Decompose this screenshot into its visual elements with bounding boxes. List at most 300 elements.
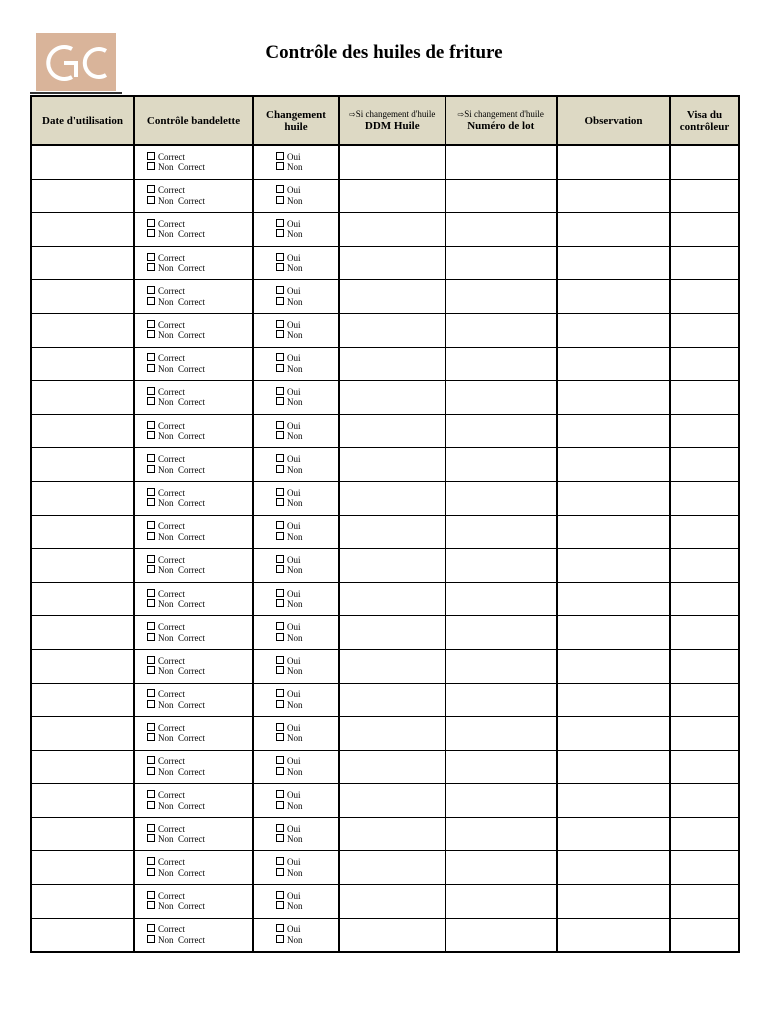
option-non[interactable]: Non <box>276 733 338 744</box>
option-oui[interactable]: Oui <box>276 488 338 499</box>
cell-visa[interactable] <box>670 246 739 280</box>
option-correct[interactable]: Correct <box>147 656 252 667</box>
cell-date[interactable] <box>31 582 134 616</box>
cell-ddm[interactable] <box>339 414 445 448</box>
cell-lot[interactable] <box>445 481 557 515</box>
option-correct[interactable]: Correct <box>147 152 252 163</box>
cell-visa[interactable] <box>670 649 739 683</box>
checkbox-icon[interactable] <box>276 891 284 899</box>
option-non[interactable]: Non <box>276 498 338 509</box>
option-non[interactable]: Non <box>276 229 338 240</box>
cell-ddm[interactable] <box>339 649 445 683</box>
checkbox-icon[interactable] <box>147 633 155 641</box>
cell-date[interactable] <box>31 347 134 381</box>
checkbox-icon[interactable] <box>147 152 155 160</box>
option-non-correct[interactable]: Non Correct <box>147 196 252 207</box>
cell-lot[interactable] <box>445 347 557 381</box>
option-correct[interactable]: Correct <box>147 555 252 566</box>
option-non-correct[interactable]: Non Correct <box>147 666 252 677</box>
cell-date[interactable] <box>31 145 134 179</box>
checkbox-icon[interactable] <box>276 767 284 775</box>
cell-ddm[interactable] <box>339 213 445 247</box>
cell-date[interactable] <box>31 515 134 549</box>
option-correct[interactable]: Correct <box>147 219 252 230</box>
checkbox-icon[interactable] <box>147 868 155 876</box>
checkbox-icon[interactable] <box>147 801 155 809</box>
cell-ddm[interactable] <box>339 280 445 314</box>
checkbox-icon[interactable] <box>276 521 284 529</box>
cell-visa[interactable] <box>670 381 739 415</box>
option-non-correct[interactable]: Non Correct <box>147 263 252 274</box>
cell-ddm[interactable] <box>339 817 445 851</box>
cell-date[interactable] <box>31 280 134 314</box>
checkbox-icon[interactable] <box>276 488 284 496</box>
option-non-correct[interactable]: Non Correct <box>147 162 252 173</box>
cell-lot[interactable] <box>445 145 557 179</box>
checkbox-icon[interactable] <box>276 689 284 697</box>
option-oui[interactable]: Oui <box>276 454 338 465</box>
checkbox-icon[interactable] <box>147 891 155 899</box>
checkbox-icon[interactable] <box>147 364 155 372</box>
option-oui[interactable]: Oui <box>276 387 338 398</box>
option-correct[interactable]: Correct <box>147 622 252 633</box>
cell-ddm[interactable] <box>339 750 445 784</box>
option-non-correct[interactable]: Non Correct <box>147 801 252 812</box>
cell-observation[interactable] <box>557 817 670 851</box>
checkbox-icon[interactable] <box>276 834 284 842</box>
cell-ddm[interactable] <box>339 179 445 213</box>
checkbox-icon[interactable] <box>276 364 284 372</box>
option-correct[interactable]: Correct <box>147 353 252 364</box>
cell-ddm[interactable] <box>339 313 445 347</box>
cell-observation[interactable] <box>557 784 670 818</box>
option-oui[interactable]: Oui <box>276 185 338 196</box>
option-correct[interactable]: Correct <box>147 857 252 868</box>
option-correct[interactable]: Correct <box>147 286 252 297</box>
cell-date[interactable] <box>31 481 134 515</box>
cell-date[interactable] <box>31 414 134 448</box>
checkbox-icon[interactable] <box>276 532 284 540</box>
checkbox-icon[interactable] <box>147 397 155 405</box>
cell-visa[interactable] <box>670 549 739 583</box>
checkbox-icon[interactable] <box>276 330 284 338</box>
option-oui[interactable]: Oui <box>276 790 338 801</box>
checkbox-icon[interactable] <box>276 286 284 294</box>
cell-ddm[interactable] <box>339 549 445 583</box>
option-non-correct[interactable]: Non Correct <box>147 700 252 711</box>
option-non[interactable]: Non <box>276 633 338 644</box>
cell-lot[interactable] <box>445 179 557 213</box>
option-non[interactable]: Non <box>276 330 338 341</box>
option-oui[interactable]: Oui <box>276 421 338 432</box>
option-oui[interactable]: Oui <box>276 656 338 667</box>
option-oui[interactable]: Oui <box>276 689 338 700</box>
option-non[interactable]: Non <box>276 599 338 610</box>
checkbox-icon[interactable] <box>276 633 284 641</box>
cell-visa[interactable] <box>670 885 739 919</box>
checkbox-icon[interactable] <box>276 320 284 328</box>
checkbox-icon[interactable] <box>147 320 155 328</box>
cell-visa[interactable] <box>670 179 739 213</box>
cell-visa[interactable] <box>670 414 739 448</box>
checkbox-icon[interactable] <box>276 297 284 305</box>
cell-observation[interactable] <box>557 179 670 213</box>
checkbox-icon[interactable] <box>276 656 284 664</box>
cell-observation[interactable] <box>557 885 670 919</box>
checkbox-icon[interactable] <box>276 868 284 876</box>
checkbox-icon[interactable] <box>147 935 155 943</box>
cell-observation[interactable] <box>557 649 670 683</box>
checkbox-icon[interactable] <box>276 152 284 160</box>
cell-visa[interactable] <box>670 817 739 851</box>
cell-observation[interactable] <box>557 582 670 616</box>
option-non-correct[interactable]: Non Correct <box>147 397 252 408</box>
option-non[interactable]: Non <box>276 364 338 375</box>
checkbox-icon[interactable] <box>147 431 155 439</box>
cell-observation[interactable] <box>557 515 670 549</box>
option-oui[interactable]: Oui <box>276 891 338 902</box>
checkbox-icon[interactable] <box>147 589 155 597</box>
option-non-correct[interactable]: Non Correct <box>147 868 252 879</box>
cell-ddm[interactable] <box>339 347 445 381</box>
cell-observation[interactable] <box>557 750 670 784</box>
option-non[interactable]: Non <box>276 901 338 912</box>
option-non[interactable]: Non <box>276 196 338 207</box>
cell-ddm[interactable] <box>339 717 445 751</box>
cell-date[interactable] <box>31 885 134 919</box>
cell-observation[interactable] <box>557 145 670 179</box>
checkbox-icon[interactable] <box>147 465 155 473</box>
cell-lot[interactable] <box>445 918 557 952</box>
checkbox-icon[interactable] <box>276 935 284 943</box>
cell-date[interactable] <box>31 918 134 952</box>
cell-lot[interactable] <box>445 649 557 683</box>
option-non-correct[interactable]: Non Correct <box>147 834 252 845</box>
cell-ddm[interactable] <box>339 885 445 919</box>
option-correct[interactable]: Correct <box>147 824 252 835</box>
cell-ddm[interactable] <box>339 448 445 482</box>
cell-visa[interactable] <box>670 851 739 885</box>
checkbox-icon[interactable] <box>276 555 284 563</box>
cell-ddm[interactable] <box>339 683 445 717</box>
checkbox-icon[interactable] <box>276 666 284 674</box>
option-oui[interactable]: Oui <box>276 857 338 868</box>
option-oui[interactable]: Oui <box>276 824 338 835</box>
cell-lot[interactable] <box>445 784 557 818</box>
cell-observation[interactable] <box>557 246 670 280</box>
cell-date[interactable] <box>31 448 134 482</box>
cell-lot[interactable] <box>445 717 557 751</box>
option-correct[interactable]: Correct <box>147 387 252 398</box>
option-non[interactable]: Non <box>276 263 338 274</box>
cell-lot[interactable] <box>445 549 557 583</box>
option-correct[interactable]: Correct <box>147 790 252 801</box>
cell-lot[interactable] <box>445 582 557 616</box>
cell-date[interactable] <box>31 784 134 818</box>
checkbox-icon[interactable] <box>276 824 284 832</box>
cell-ddm[interactable] <box>339 918 445 952</box>
checkbox-icon[interactable] <box>147 565 155 573</box>
checkbox-icon[interactable] <box>147 162 155 170</box>
option-oui[interactable]: Oui <box>276 756 338 767</box>
checkbox-icon[interactable] <box>276 756 284 764</box>
checkbox-icon[interactable] <box>147 901 155 909</box>
checkbox-icon[interactable] <box>147 622 155 630</box>
cell-date[interactable] <box>31 313 134 347</box>
cell-observation[interactable] <box>557 481 670 515</box>
checkbox-icon[interactable] <box>147 824 155 832</box>
option-non[interactable]: Non <box>276 666 338 677</box>
option-correct[interactable]: Correct <box>147 521 252 532</box>
checkbox-icon[interactable] <box>147 733 155 741</box>
checkbox-icon[interactable] <box>276 454 284 462</box>
cell-lot[interactable] <box>445 851 557 885</box>
option-non[interactable]: Non <box>276 565 338 576</box>
option-non-correct[interactable]: Non Correct <box>147 767 252 778</box>
cell-lot[interactable] <box>445 515 557 549</box>
option-non-correct[interactable]: Non Correct <box>147 633 252 644</box>
checkbox-icon[interactable] <box>276 162 284 170</box>
checkbox-icon[interactable] <box>147 666 155 674</box>
cell-lot[interactable] <box>445 817 557 851</box>
cell-date[interactable] <box>31 246 134 280</box>
option-correct[interactable]: Correct <box>147 320 252 331</box>
cell-date[interactable] <box>31 851 134 885</box>
checkbox-icon[interactable] <box>276 219 284 227</box>
option-correct[interactable]: Correct <box>147 454 252 465</box>
checkbox-icon[interactable] <box>147 924 155 932</box>
cell-ddm[interactable] <box>339 616 445 650</box>
checkbox-icon[interactable] <box>147 834 155 842</box>
cell-visa[interactable] <box>670 448 739 482</box>
cell-lot[interactable] <box>445 683 557 717</box>
cell-visa[interactable] <box>670 918 739 952</box>
cell-ddm[interactable] <box>339 145 445 179</box>
checkbox-icon[interactable] <box>276 589 284 597</box>
checkbox-icon[interactable] <box>276 229 284 237</box>
checkbox-icon[interactable] <box>147 555 155 563</box>
checkbox-icon[interactable] <box>276 263 284 271</box>
option-non-correct[interactable]: Non Correct <box>147 733 252 744</box>
checkbox-icon[interactable] <box>147 297 155 305</box>
checkbox-icon[interactable] <box>276 565 284 573</box>
checkbox-icon[interactable] <box>147 387 155 395</box>
option-non[interactable]: Non <box>276 297 338 308</box>
option-non-correct[interactable]: Non Correct <box>147 901 252 912</box>
checkbox-icon[interactable] <box>147 790 155 798</box>
checkbox-icon[interactable] <box>147 689 155 697</box>
option-correct[interactable]: Correct <box>147 723 252 734</box>
cell-ddm[interactable] <box>339 381 445 415</box>
checkbox-icon[interactable] <box>147 532 155 540</box>
cell-date[interactable] <box>31 213 134 247</box>
option-non[interactable]: Non <box>276 431 338 442</box>
cell-observation[interactable] <box>557 414 670 448</box>
cell-visa[interactable] <box>670 582 739 616</box>
checkbox-icon[interactable] <box>147 353 155 361</box>
option-non-correct[interactable]: Non Correct <box>147 297 252 308</box>
option-correct[interactable]: Correct <box>147 924 252 935</box>
checkbox-icon[interactable] <box>276 723 284 731</box>
cell-date[interactable] <box>31 817 134 851</box>
option-non-correct[interactable]: Non Correct <box>147 364 252 375</box>
option-non-correct[interactable]: Non Correct <box>147 935 252 946</box>
option-oui[interactable]: Oui <box>276 622 338 633</box>
checkbox-icon[interactable] <box>276 790 284 798</box>
checkbox-icon[interactable] <box>276 387 284 395</box>
checkbox-icon[interactable] <box>147 488 155 496</box>
cell-visa[interactable] <box>670 313 739 347</box>
checkbox-icon[interactable] <box>147 599 155 607</box>
cell-observation[interactable] <box>557 280 670 314</box>
checkbox-icon[interactable] <box>147 229 155 237</box>
checkbox-icon[interactable] <box>147 185 155 193</box>
option-non-correct[interactable]: Non Correct <box>147 229 252 240</box>
option-oui[interactable]: Oui <box>276 219 338 230</box>
cell-visa[interactable] <box>670 784 739 818</box>
option-oui[interactable]: Oui <box>276 286 338 297</box>
cell-ddm[interactable] <box>339 582 445 616</box>
checkbox-icon[interactable] <box>276 397 284 405</box>
checkbox-icon[interactable] <box>147 196 155 204</box>
cell-visa[interactable] <box>670 750 739 784</box>
checkbox-icon[interactable] <box>276 733 284 741</box>
checkbox-icon[interactable] <box>147 253 155 261</box>
option-correct[interactable]: Correct <box>147 689 252 700</box>
checkbox-icon[interactable] <box>147 454 155 462</box>
checkbox-icon[interactable] <box>276 421 284 429</box>
option-oui[interactable]: Oui <box>276 353 338 364</box>
cell-observation[interactable] <box>557 381 670 415</box>
cell-visa[interactable] <box>670 347 739 381</box>
checkbox-icon[interactable] <box>147 263 155 271</box>
option-oui[interactable]: Oui <box>276 924 338 935</box>
option-oui[interactable]: Oui <box>276 152 338 163</box>
cell-date[interactable] <box>31 750 134 784</box>
checkbox-icon[interactable] <box>276 924 284 932</box>
option-non-correct[interactable]: Non Correct <box>147 498 252 509</box>
checkbox-icon[interactable] <box>147 521 155 529</box>
option-oui[interactable]: Oui <box>276 521 338 532</box>
checkbox-icon[interactable] <box>147 219 155 227</box>
cell-ddm[interactable] <box>339 784 445 818</box>
checkbox-icon[interactable] <box>276 185 284 193</box>
option-oui[interactable]: Oui <box>276 555 338 566</box>
option-correct[interactable]: Correct <box>147 185 252 196</box>
cell-lot[interactable] <box>445 885 557 919</box>
checkbox-icon[interactable] <box>147 656 155 664</box>
cell-lot[interactable] <box>445 414 557 448</box>
option-correct[interactable]: Correct <box>147 756 252 767</box>
cell-date[interactable] <box>31 649 134 683</box>
option-non-correct[interactable]: Non Correct <box>147 565 252 576</box>
cell-lot[interactable] <box>445 381 557 415</box>
cell-visa[interactable] <box>670 717 739 751</box>
cell-observation[interactable] <box>557 448 670 482</box>
cell-observation[interactable] <box>557 549 670 583</box>
option-non-correct[interactable]: Non Correct <box>147 330 252 341</box>
cell-ddm[interactable] <box>339 515 445 549</box>
option-non-correct[interactable]: Non Correct <box>147 599 252 610</box>
checkbox-icon[interactable] <box>276 857 284 865</box>
checkbox-icon[interactable] <box>147 498 155 506</box>
checkbox-icon[interactable] <box>147 767 155 775</box>
cell-date[interactable] <box>31 179 134 213</box>
cell-observation[interactable] <box>557 851 670 885</box>
checkbox-icon[interactable] <box>147 330 155 338</box>
option-non-correct[interactable]: Non Correct <box>147 532 252 543</box>
cell-observation[interactable] <box>557 918 670 952</box>
cell-visa[interactable] <box>670 213 739 247</box>
option-oui[interactable]: Oui <box>276 723 338 734</box>
cell-observation[interactable] <box>557 313 670 347</box>
option-oui[interactable]: Oui <box>276 589 338 600</box>
checkbox-icon[interactable] <box>147 756 155 764</box>
option-correct[interactable]: Correct <box>147 488 252 499</box>
option-correct[interactable]: Correct <box>147 589 252 600</box>
option-non[interactable]: Non <box>276 532 338 543</box>
cell-ddm[interactable] <box>339 851 445 885</box>
option-non[interactable]: Non <box>276 162 338 173</box>
checkbox-icon[interactable] <box>147 857 155 865</box>
cell-observation[interactable] <box>557 717 670 751</box>
cell-observation[interactable] <box>557 213 670 247</box>
cell-lot[interactable] <box>445 246 557 280</box>
checkbox-icon[interactable] <box>276 901 284 909</box>
cell-ddm[interactable] <box>339 246 445 280</box>
checkbox-icon[interactable] <box>276 431 284 439</box>
cell-lot[interactable] <box>445 616 557 650</box>
option-non[interactable]: Non <box>276 767 338 778</box>
option-correct[interactable]: Correct <box>147 891 252 902</box>
option-correct[interactable]: Correct <box>147 421 252 432</box>
checkbox-icon[interactable] <box>276 353 284 361</box>
cell-date[interactable] <box>31 549 134 583</box>
option-non[interactable]: Non <box>276 700 338 711</box>
cell-visa[interactable] <box>670 616 739 650</box>
option-oui[interactable]: Oui <box>276 253 338 264</box>
option-oui[interactable]: Oui <box>276 320 338 331</box>
cell-visa[interactable] <box>670 515 739 549</box>
checkbox-icon[interactable] <box>147 700 155 708</box>
checkbox-icon[interactable] <box>147 421 155 429</box>
cell-visa[interactable] <box>670 683 739 717</box>
option-correct[interactable]: Correct <box>147 253 252 264</box>
option-non[interactable]: Non <box>276 397 338 408</box>
option-non[interactable]: Non <box>276 868 338 879</box>
checkbox-icon[interactable] <box>147 723 155 731</box>
option-non[interactable]: Non <box>276 801 338 812</box>
checkbox-icon[interactable] <box>276 253 284 261</box>
checkbox-icon[interactable] <box>276 465 284 473</box>
cell-ddm[interactable] <box>339 481 445 515</box>
cell-observation[interactable] <box>557 683 670 717</box>
cell-lot[interactable] <box>445 448 557 482</box>
cell-visa[interactable] <box>670 481 739 515</box>
option-non-correct[interactable]: Non Correct <box>147 465 252 476</box>
checkbox-icon[interactable] <box>276 599 284 607</box>
cell-observation[interactable] <box>557 616 670 650</box>
cell-date[interactable] <box>31 717 134 751</box>
checkbox-icon[interactable] <box>276 622 284 630</box>
cell-lot[interactable] <box>445 750 557 784</box>
cell-lot[interactable] <box>445 280 557 314</box>
option-non-correct[interactable]: Non Correct <box>147 431 252 442</box>
cell-date[interactable] <box>31 683 134 717</box>
cell-visa[interactable] <box>670 280 739 314</box>
option-non[interactable]: Non <box>276 834 338 845</box>
cell-date[interactable] <box>31 616 134 650</box>
